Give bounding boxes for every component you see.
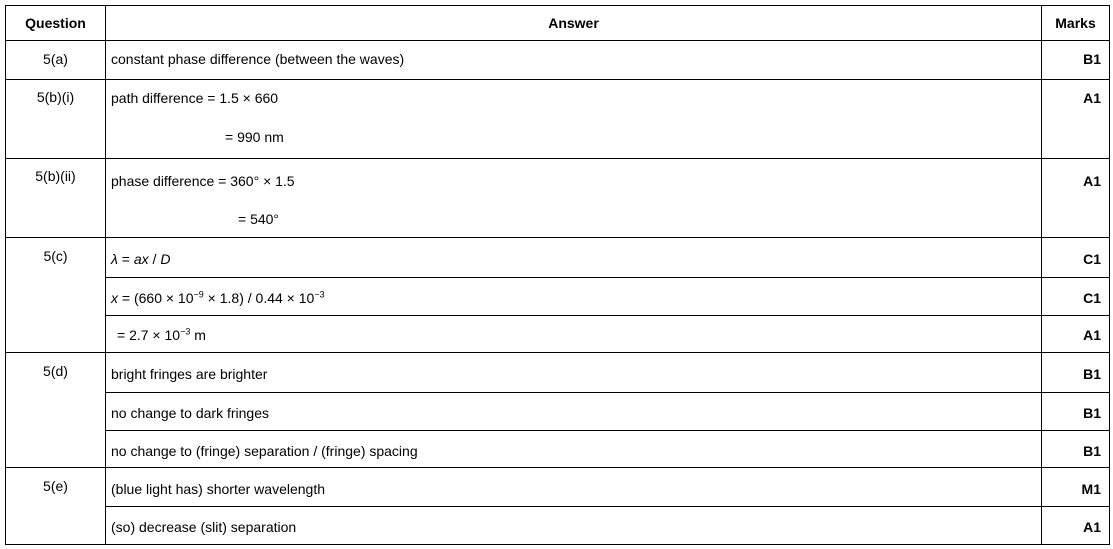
answer-line: = 540°	[238, 211, 280, 227]
mark-code: A1	[1083, 519, 1101, 535]
table-row	[6, 237, 1109, 352]
row-divider	[106, 277, 1109, 278]
question-number: 5(e)	[6, 468, 106, 544]
question-number: 5(a)	[6, 41, 106, 79]
question-column-header: Question	[6, 6, 106, 40]
mark-code: B1	[1083, 405, 1101, 421]
table-row	[6, 40, 1109, 79]
answer-column-header: Answer	[548, 15, 599, 31]
mark-code: A1	[1083, 327, 1101, 343]
answer-cell	[106, 80, 1041, 158]
marks-cell	[1041, 80, 1109, 158]
answer-line: constant phase difference (between the waves)	[111, 51, 405, 67]
row-divider	[106, 506, 1109, 507]
answer-line: (so) decrease (slit) separation	[111, 519, 297, 535]
mark-code: B1	[1083, 366, 1101, 382]
answer-cell	[106, 238, 1041, 352]
marks-cell	[1041, 159, 1109, 237]
answer-cell	[106, 159, 1041, 237]
answer-cell	[106, 41, 1041, 79]
mark-scheme-table	[5, 5, 1110, 545]
answer-line: λ = ax / D	[111, 251, 171, 267]
answer-line: bright fringes are brighter	[111, 366, 268, 382]
mark-code: B1	[1083, 51, 1101, 67]
row-divider	[106, 392, 1109, 393]
marks-cell	[1041, 238, 1109, 352]
answer-line: = $2.7 \times 10^{-3}$ m	[117, 326, 206, 343]
marks-column-header: Marks	[1041, 6, 1109, 40]
answer-line: $x = (660 \times 10^{-9} \times 1.8) / 0.44 \times 10^{-3}$	[111, 289, 325, 306]
mark-code: A1	[1083, 90, 1101, 106]
question-number: 5(d)	[6, 353, 106, 467]
marks-cell	[1041, 41, 1109, 79]
answer-line: path difference = 1.5 × 660	[111, 90, 279, 106]
table-row	[6, 352, 1109, 467]
answer-line: = 990 nm	[225, 129, 284, 145]
table-row	[6, 79, 1109, 158]
table-header-row	[6, 6, 1109, 40]
mark-code: A1	[1083, 173, 1101, 189]
mark-code: M1	[1081, 481, 1101, 497]
answer-line: no change to (fringe) separation / (fringe) spacing	[111, 443, 418, 459]
answer-line: phase difference = 360° × 1.5	[111, 173, 295, 189]
table-row	[6, 158, 1109, 237]
question-number: 5(b)(ii)	[6, 159, 106, 237]
question-number: 5(c)	[6, 238, 106, 352]
mark-code: B1	[1083, 443, 1101, 459]
table-row	[6, 467, 1109, 544]
question-number: 5(b)(i)	[6, 80, 106, 158]
mark-code: C1	[1083, 251, 1101, 267]
mark-code: C1	[1083, 290, 1101, 306]
answer-cell	[106, 353, 1041, 467]
row-divider	[106, 315, 1109, 316]
answer-line: (blue light has) shorter wavelength	[111, 481, 326, 497]
answer-line: no change to dark fringes	[111, 405, 269, 421]
row-divider	[106, 430, 1109, 431]
marks-cell	[1041, 353, 1109, 467]
